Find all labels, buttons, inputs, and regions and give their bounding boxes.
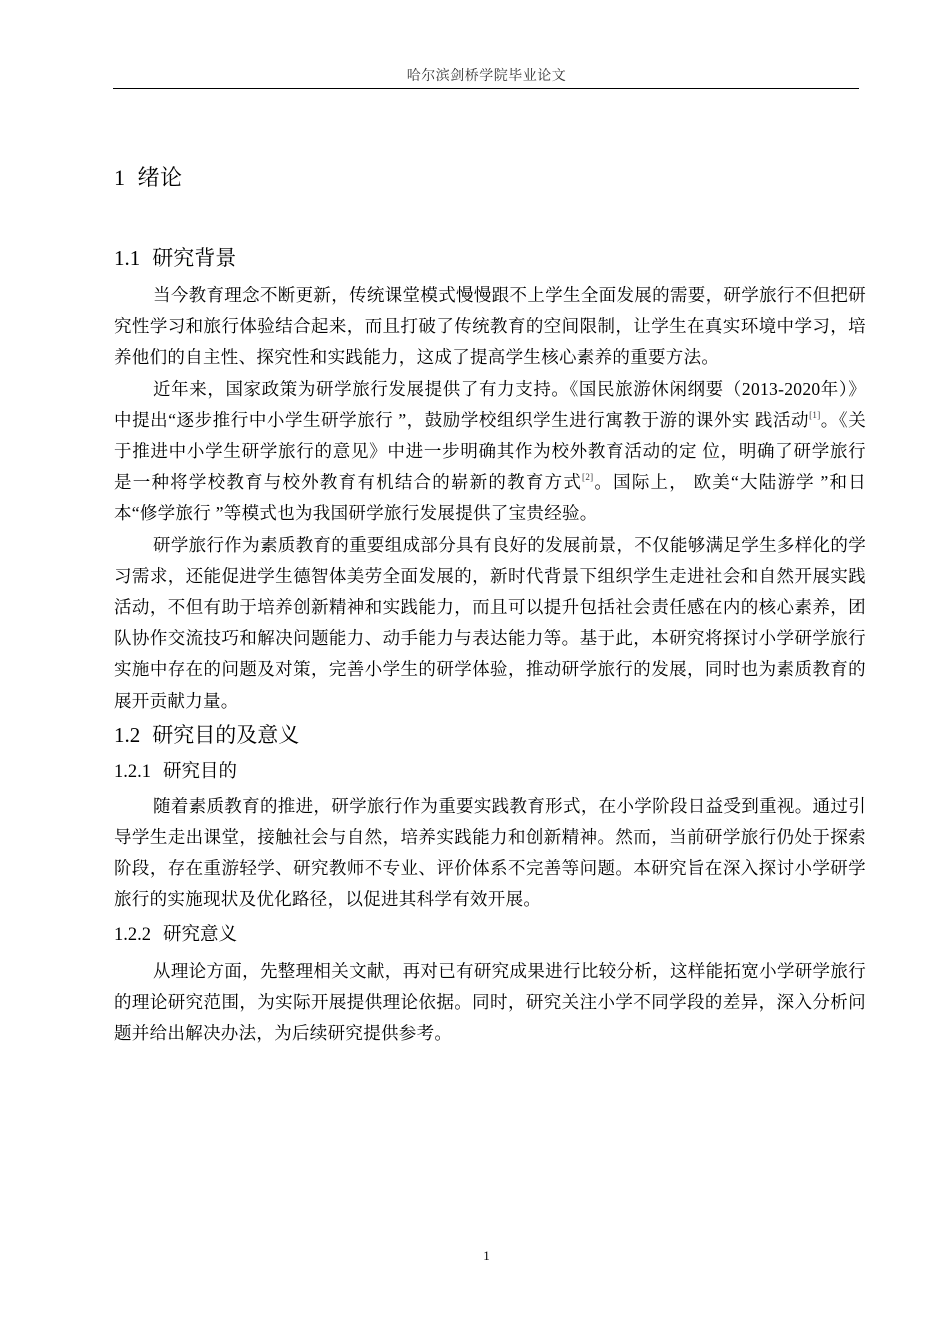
paragraph-text: 。国际上， 欧美“大陆游学 ”和日本“修学旅行 ”等模式也为我国研学旅行发展提供了宝贵经验。 <box>114 472 867 524</box>
subsection-title: 研究目的 <box>163 760 238 782</box>
page-header: 哈尔滨剑桥学院毕业论文 <box>406 69 567 84</box>
body-content <box>114 158 866 1049</box>
section-heading-1-2 <box>114 717 866 753</box>
paragraph-background-3: 研学旅行作为素质教育的重要组成部分具有良好的发展前景，不仅能够满足学生多样化的学习需求，还能促进学生德智体美劳全面发展的，新时代背景下组织学生走进社会和自然开展实践活动，不但有助于培养创新精神和实践能力，而且可以提升包括社会责任感在内的核心素养，团队协作交流技巧和解决问题能力、动手能力与表达能力等。基于此，本研究将探讨小学研学旅行实施中存在的问题及对策，完善小学生的研学体验，推动研学旅行的发展，同时也为素质教育的展开贡献力量。 <box>114 534 866 711</box>
citation-ref-1: [1] <box>809 409 821 420</box>
subsection-heading-1-2-1 <box>114 755 866 789</box>
header-divider <box>113 88 859 89</box>
chapter-title: 绪论 <box>137 166 183 191</box>
subsection-title: 研究意义 <box>163 923 238 945</box>
paragraph-purpose: 随着素质教育的推进，研学旅行作为重要实践教育形式，在小学阶段日益受到重视。通过引导学生走出课堂，接触社会与自然，培养实践能力和创新精神。然而，当前研学旅行仍处于探索阶段，存在重游轻学、研究教师不专业、评价体系不完善等问题。本研究旨在深入探讨小学研学旅行的实施现状及优化路径，以促进其科学有效开展。 <box>114 795 866 910</box>
section-heading-1-1 <box>114 240 866 276</box>
paragraph-significance: 从理论方面，先整理相关文献，再对已有研究成果进行比较分析，这样能拓宽小学研学旅行的理论研究范围，为实际开展提供理论依据。同时，研究关注小学不同学段的差异，深入分析问题并给出解决办法，为后续研究提供参考。 <box>114 960 866 1044</box>
paragraph-text: 近年来，国家政策为研学旅行发展提供了有力支持。《国民旅游休闲纲要（2013-2020年）》中提出“逐步推行中小学生研学旅行 ”，鼓励学校组织学生进行寓教于游的课外实 践活动 <box>114 378 866 430</box>
chapter-number: 1 <box>114 165 126 190</box>
paragraph-text: 。《关于推进中小学生研学旅行的意见》中进一步明确其作为校外教育活动的定 位，明确了研学旅行是一种将学校教育与校外教育有机结合的崭新的教育方式 <box>114 409 866 493</box>
section-number: 1.1 <box>114 246 141 270</box>
paragraph-background-2 <box>114 374 866 530</box>
page-number: 1 <box>483 1248 490 1263</box>
section-number: 1.2 <box>114 722 141 747</box>
subsection-number: 1.2.1 <box>114 761 151 782</box>
subsection-number: 1.2.2 <box>114 924 151 945</box>
subsection-heading-1-2-2 <box>114 918 866 952</box>
paragraph-background-1: 当今教育理念不断更新，传统课堂模式慢慢跟不上学生全面发展的需要，研学旅行不但把研究性学习和旅行体验结合起来，而且打破了传统教育的空间限制，让学生在真实环境中学习，培养他们的自主性、探究性和实践能力，这成了提高学生核心素养的重要方法。 <box>114 285 866 368</box>
chapter-heading <box>114 158 866 198</box>
citation-ref-2: [2] <box>582 472 594 483</box>
section-title: 研究目的及意义 <box>152 722 300 747</box>
section-title: 研究背景 <box>152 246 237 270</box>
